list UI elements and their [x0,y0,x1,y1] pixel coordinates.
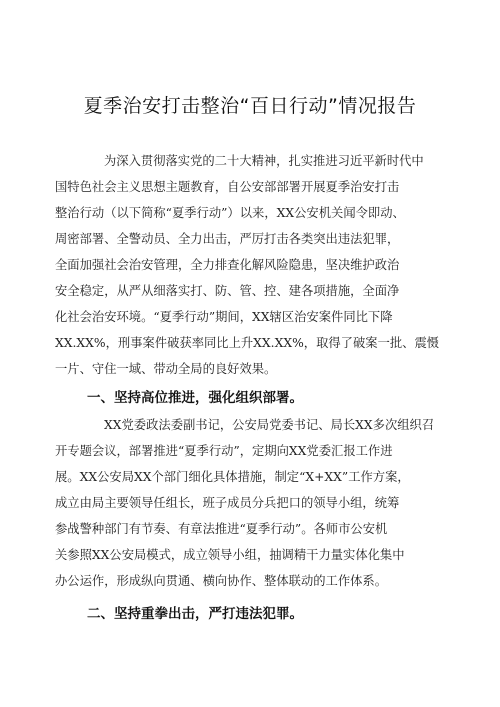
paragraph-line: 安全稳定，从严从细落实打、防、管、控、建各项措施，全面净 [55,284,400,298]
paragraph-line: 国特色社会主义思想主题教育，自公安部部署开展夏季治安打击 [55,180,400,194]
paragraph-line: 化社会治安环境。“夏季行动”期间，XX辖区治安案件同比下降 [55,310,393,324]
section-heading-2: 二、坚持重拳出击，严打违法犯罪。 [87,606,303,622]
intro-paragraph [55,148,455,382]
paragraph-line: 办公运作，形成纵向贯通、横向协作、整体联动的工作体系。 [55,574,388,588]
paragraph-line: 为深入贯彻落实党的二十大精神，扎实推进习近平新时代中 [104,154,424,168]
paragraph-line: 周密部署、全警动员、全力出击，严厉打击各类突出违法犯罪， [55,232,400,246]
paragraph-line: 开专题会议，部署推进“夏季行动”，定期向XX党委汇报工作进 [55,444,393,458]
paragraph-line: XX.XX%，刑事案件破获率同比上升XX.XX%，取得了破案一批、震慑 [55,336,440,350]
paragraph-line: 成立由局主要领导任组长，班子成员分兵把口的领导小组，统筹 [55,496,400,510]
paragraph-line: 关参照XX公安局模式，成立领导小组，抽调精干力量实体化集中 [55,548,405,562]
paragraph-line: XX党委政法委副书记，公安局党委书记、局长XX多次组织召 [104,418,435,432]
paragraph-line: 参战警种部门有节奏、有章法推进“夏季行动”。各师市公安机 [55,522,388,536]
section-heading-1: 一、坚持高位推进，强化组织部署。 [87,390,303,406]
paragraph-line: 全面加强社会治安管理，全力排查化解风险隐患，坚决维护政治 [55,258,400,272]
paragraph-line: 展。XX公安局XX个部门细化具体措施，制定“X+XX”工作方案， [55,470,410,484]
paragraph-line: 一片、守住一域、带动全局的良好效果。 [55,362,277,376]
document-title: 夏季治安打击整治“百日行动”情况报告 [83,95,417,117]
paragraph-line: 整治行动（以下简称“夏季行动”）以来，XX公安机关闻令即动、 [55,206,405,220]
section1-paragraph [55,412,455,594]
